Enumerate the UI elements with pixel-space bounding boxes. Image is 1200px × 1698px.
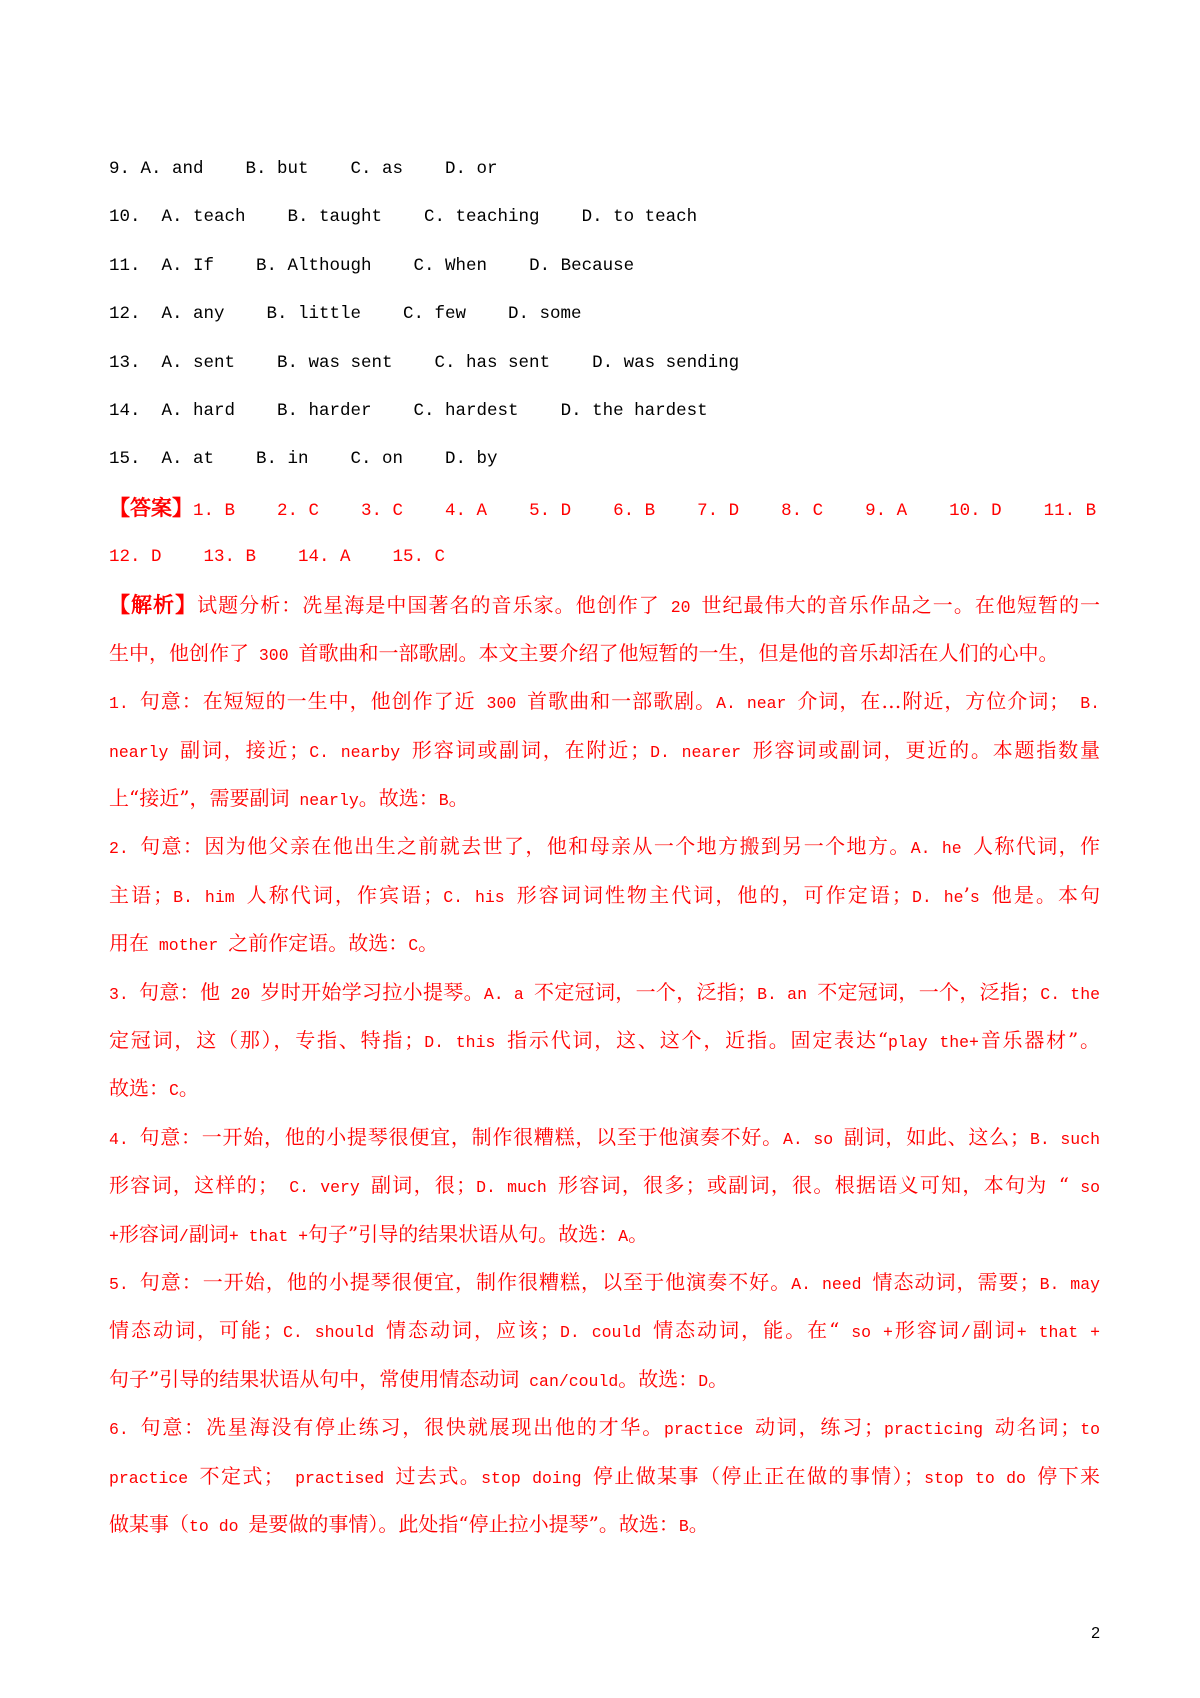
analysis-line-text: 做某事（to do 是要做的事情）。此处指“停止拉小提琴”。故选：B。	[109, 1511, 709, 1536]
inline-latin-text: mother	[149, 936, 229, 956]
inline-latin-text: 2.	[109, 839, 141, 859]
inline-latin-text: C. the	[1040, 984, 1100, 1004]
inline-latin-text: 20	[659, 597, 702, 617]
question-number: 13.	[109, 352, 141, 373]
analysis-line	[109, 919, 1100, 967]
inline-latin-text: 20	[220, 984, 261, 1004]
inline-latin-text: to do	[189, 1516, 249, 1536]
inline-latin-text: B. an	[757, 984, 818, 1004]
question-option: A. any	[161, 304, 225, 325]
analysis-line	[109, 1306, 1100, 1354]
question-options-list	[109, 145, 1100, 484]
question-option: B. Although	[256, 255, 372, 276]
inline-latin-text: C. very	[278, 1178, 371, 1198]
inline-latin-text: 5.	[109, 1274, 140, 1294]
answer-item: 9. A	[865, 500, 908, 521]
answer-items	[193, 501, 1096, 521]
answer-item: 8. C	[781, 500, 824, 521]
inline-latin-text: A	[618, 1226, 629, 1246]
inline-latin-text: A. a	[483, 984, 535, 1004]
analysis-line-text: +形容词/副词+ that +句子”引导的结果状语从句。故选：A。	[109, 1221, 649, 1246]
question-option: D. to teach	[581, 207, 698, 228]
analysis-line-text: 故选：C。	[109, 1076, 199, 1101]
inline-latin-text: 300	[249, 645, 299, 665]
inline-latin-text: A. he	[910, 839, 973, 859]
question-number: 14.	[109, 400, 141, 421]
inline-latin-text: 1.	[109, 694, 140, 714]
answer-label: 【答案】	[109, 494, 193, 520]
inline-latin-text: s	[969, 887, 992, 907]
analysis-item	[109, 1113, 1100, 1258]
analysis-line	[109, 774, 1100, 822]
inline-latin-text: +	[109, 1226, 119, 1246]
inline-latin-text: 6.	[109, 1420, 141, 1440]
analysis-line-text: 4. 句意：一开始，他的小提琴很便宜，制作很糟糕，以至于他演奏不好。A. so 副词，如此、这么；B. such	[109, 1124, 1100, 1149]
question-row	[109, 435, 1100, 483]
question-row	[109, 145, 1100, 193]
question-option: C. few	[403, 304, 467, 325]
inline-latin-text: so +	[839, 1323, 893, 1343]
question-option: C. on	[350, 449, 404, 470]
question-option: D. was sending	[592, 352, 740, 373]
inline-latin-text: C. his	[443, 887, 517, 907]
question-number: 15.	[109, 449, 141, 470]
analysis-line-text: nearly 副词，接近；C. nearby 形容词或副词，在附近；D. nearer 形容词或副词，更近的。本题指数量	[109, 737, 1100, 762]
analysis-line	[109, 822, 1100, 870]
question-option: C. teaching	[424, 207, 540, 228]
inline-latin-text: practised	[283, 1468, 396, 1488]
analysis-line	[109, 1500, 1100, 1548]
answer-items	[109, 547, 445, 567]
question-option: C. hardest	[413, 400, 519, 421]
inline-latin-text: to	[1080, 1420, 1100, 1440]
question-option: D. some	[508, 304, 582, 325]
question-option: A. and	[140, 159, 204, 179]
analysis-line-text: 情态动词，可能；C. should 情态动词，应该；D. could 情态动词，能。在“ so +形容词/副词+ that +	[109, 1318, 1100, 1343]
answer-section	[109, 484, 1100, 581]
question-row	[109, 193, 1100, 241]
inline-latin-text: stop doing	[481, 1468, 593, 1488]
analysis-item	[109, 677, 1100, 822]
analysis-line-text: 1. 句意：在短短的一生中，他创作了近 300 首歌曲和一部歌剧。A. near 介词，在…附近，方位介词； B.	[109, 689, 1100, 714]
inline-latin-text: C. nearby	[309, 742, 412, 762]
analysis-label: 【解析】	[109, 591, 198, 617]
answer-item: 10. D	[949, 500, 1002, 521]
analysis-line	[109, 871, 1100, 919]
question-row	[109, 387, 1100, 435]
page-content	[109, 145, 1100, 1548]
analysis-line-text: 6. 句意：冼星海没有停止练习，很快就展现出他的才华。practice 动词，练习；practicing 动名词；to	[109, 1415, 1100, 1440]
inline-latin-text: C	[408, 936, 419, 956]
answer-item: 1. B	[193, 500, 236, 521]
inline-latin-text: stop to do	[924, 1468, 1038, 1488]
inline-latin-text: nearly	[109, 742, 181, 762]
inline-latin-text: /	[960, 1323, 971, 1343]
inline-latin-text: A. need	[791, 1274, 873, 1294]
analysis-item	[109, 1258, 1100, 1403]
question-option: C. as	[350, 159, 404, 179]
analysis-line	[109, 1161, 1100, 1209]
question-option: B. in	[256, 449, 309, 470]
analysis-line-text: 生中，他创作了 300 首歌曲和一部歌剧。本文主要介绍了他短暂的一生，但是他的音乐却活在人们的心中。	[109, 640, 1059, 665]
answer-item: 13. B	[203, 547, 257, 568]
analysis-line	[109, 968, 1100, 1016]
analysis-line-text: 2. 句意：因为他父亲在他出生之前就去世了，他和母亲从一个地方搬到另一个地方。A. he 人称代词，作	[109, 834, 1100, 859]
question-option: B. taught	[287, 207, 383, 228]
analysis-line	[109, 1113, 1100, 1161]
analysis-item	[109, 822, 1100, 967]
answer-item: 11. B	[1043, 500, 1097, 521]
question-option: A. sent	[161, 352, 236, 373]
analysis-line	[109, 726, 1100, 774]
analysis-line	[109, 677, 1100, 725]
answer-item: 15. C	[392, 547, 446, 568]
inline-latin-text: D. could	[560, 1323, 654, 1343]
analysis-line	[109, 1355, 1100, 1403]
inline-latin-text: D. this	[424, 1033, 508, 1053]
question-row	[109, 290, 1100, 338]
question-row	[109, 339, 1100, 387]
question-option: B. harder	[277, 400, 372, 421]
analysis-section	[109, 581, 1100, 1549]
analysis-line-text: practice 不定式； practised 过去式。stop doing 停止做某事（停止正在做的事情）；stop to do 停下来	[109, 1463, 1100, 1488]
analysis-line	[109, 1403, 1100, 1451]
inline-latin-text: D. much	[476, 1178, 558, 1198]
question-option: D. or	[445, 159, 498, 179]
question-option: C. has sent	[434, 352, 551, 373]
question-number: 12.	[109, 304, 141, 325]
analysis-intro	[109, 581, 1100, 678]
analysis-line-text: 用在 mother 之前作定语。故选：C。	[109, 931, 439, 956]
answer-item: 2. C	[277, 500, 320, 521]
answer-item: 12. D	[109, 547, 162, 568]
inline-latin-text: C	[169, 1081, 179, 1101]
analysis-line-text: 形容词，这样的； C. very 副词，很；D. much 形容词，很多；或副词，很。根据语义可知，本句为 “ so	[109, 1173, 1100, 1198]
inline-latin-text	[1048, 1178, 1059, 1197]
question-number: 11.	[109, 255, 141, 276]
question-number: 9.	[109, 159, 131, 179]
inline-latin-text: A. near	[716, 694, 798, 714]
answer-item: 5. D	[529, 500, 572, 521]
answer-item: 14. A	[298, 547, 351, 568]
inline-latin-text: D	[698, 1371, 709, 1391]
question-option: D. the hardest	[560, 400, 708, 421]
question-option: B. was sent	[277, 352, 393, 373]
question-option: D. by	[445, 449, 498, 470]
analysis-item	[109, 968, 1100, 1113]
inline-latin-text: play the+	[888, 1033, 979, 1053]
inline-latin-text: D. nearer	[650, 742, 753, 762]
question-option: B. but	[245, 159, 309, 179]
answer-item: 3. C	[361, 500, 404, 521]
answer-item: 7. D	[697, 500, 740, 521]
inline-latin-text: so	[1069, 1178, 1100, 1198]
analysis-item	[109, 1403, 1100, 1548]
inline-latin-text: 3.	[109, 984, 140, 1004]
inline-latin-text: A. so	[782, 1129, 844, 1149]
question-option: D. Because	[529, 255, 635, 276]
inline-latin-text: can/could	[519, 1371, 619, 1391]
inline-latin-text: 4.	[109, 1129, 140, 1149]
inline-latin-text: practice	[109, 1468, 200, 1488]
inline-latin-text: nearly	[289, 791, 359, 811]
analysis-line	[109, 581, 1100, 629]
question-option: A. hard	[161, 400, 236, 421]
inline-latin-text: B. him	[173, 887, 247, 907]
inline-latin-text: D. he	[911, 887, 964, 907]
inline-latin-text: B	[438, 791, 449, 811]
page-number: 2	[1091, 1625, 1100, 1642]
analysis-line-text: 试题分析：冼星海是中国著名的音乐家。他创作了 20 世纪最伟大的音乐作品之一。在他短暂的一	[197, 592, 1100, 617]
analysis-line-text: 3. 句意：他 20 岁时开始学习拉小提琴。A. a 不定冠词，一个，泛指；B. an 不定冠词，一个，泛指；C. the	[109, 979, 1100, 1004]
inline-latin-text: 300	[475, 694, 528, 714]
answer-item: 6. B	[613, 500, 656, 521]
analysis-line-text: 上“接近”，需要副词 nearly。故选：B。	[109, 786, 469, 811]
analysis-line	[109, 1452, 1100, 1500]
inline-latin-text: practicing	[884, 1420, 995, 1440]
inline-latin-text: + that +	[1016, 1323, 1100, 1343]
inline-latin-text: B. may	[1039, 1274, 1100, 1294]
analysis-line-text: 定冠词，这（那），专指、特指；D. this 指示代词，这、这个，近指。固定表达“play the+音乐器材”。	[109, 1028, 1100, 1053]
analysis-line-text: 主语；B. him 人称代词，作宾语；C. his 形容词词性物主代词，他的，可作定语；D. he’s 他是。本句	[109, 882, 1100, 907]
question-option: B. little	[266, 304, 362, 325]
inline-latin-text: B. such	[1029, 1129, 1100, 1149]
analysis-line	[109, 1258, 1100, 1306]
inline-latin-text: practice	[664, 1420, 755, 1440]
inline-latin-text: + that +	[228, 1226, 309, 1246]
analysis-line	[109, 1064, 1100, 1112]
inline-latin-text: /	[178, 1226, 189, 1246]
inline-latin-text: B.	[1069, 694, 1100, 714]
inline-latin-text: B	[678, 1516, 689, 1536]
answer-item: 4. A	[445, 500, 488, 521]
question-option: C. When	[413, 255, 488, 276]
analysis-line	[109, 1210, 1100, 1258]
analysis-line	[109, 1016, 1100, 1064]
question-option: A. teach	[161, 207, 246, 228]
question-option: A. at	[161, 449, 215, 470]
inline-latin-text: C. should	[283, 1323, 387, 1343]
answer-row	[109, 532, 1100, 580]
question-number: 10.	[109, 207, 141, 228]
answer-row	[109, 484, 1100, 532]
question-row	[109, 242, 1100, 290]
analysis-line	[109, 629, 1100, 677]
analysis-line-text: 句子”引导的结果状语从句中，常使用情态动词 can/could。故选：D。	[109, 1366, 729, 1391]
analysis-line-text: 5. 句意：一开始，他的小提琴很便宜，制作很糟糕，以至于他演奏不好。A. need 情态动词，需要；B. may	[109, 1269, 1100, 1294]
question-option: A. If	[161, 255, 215, 276]
